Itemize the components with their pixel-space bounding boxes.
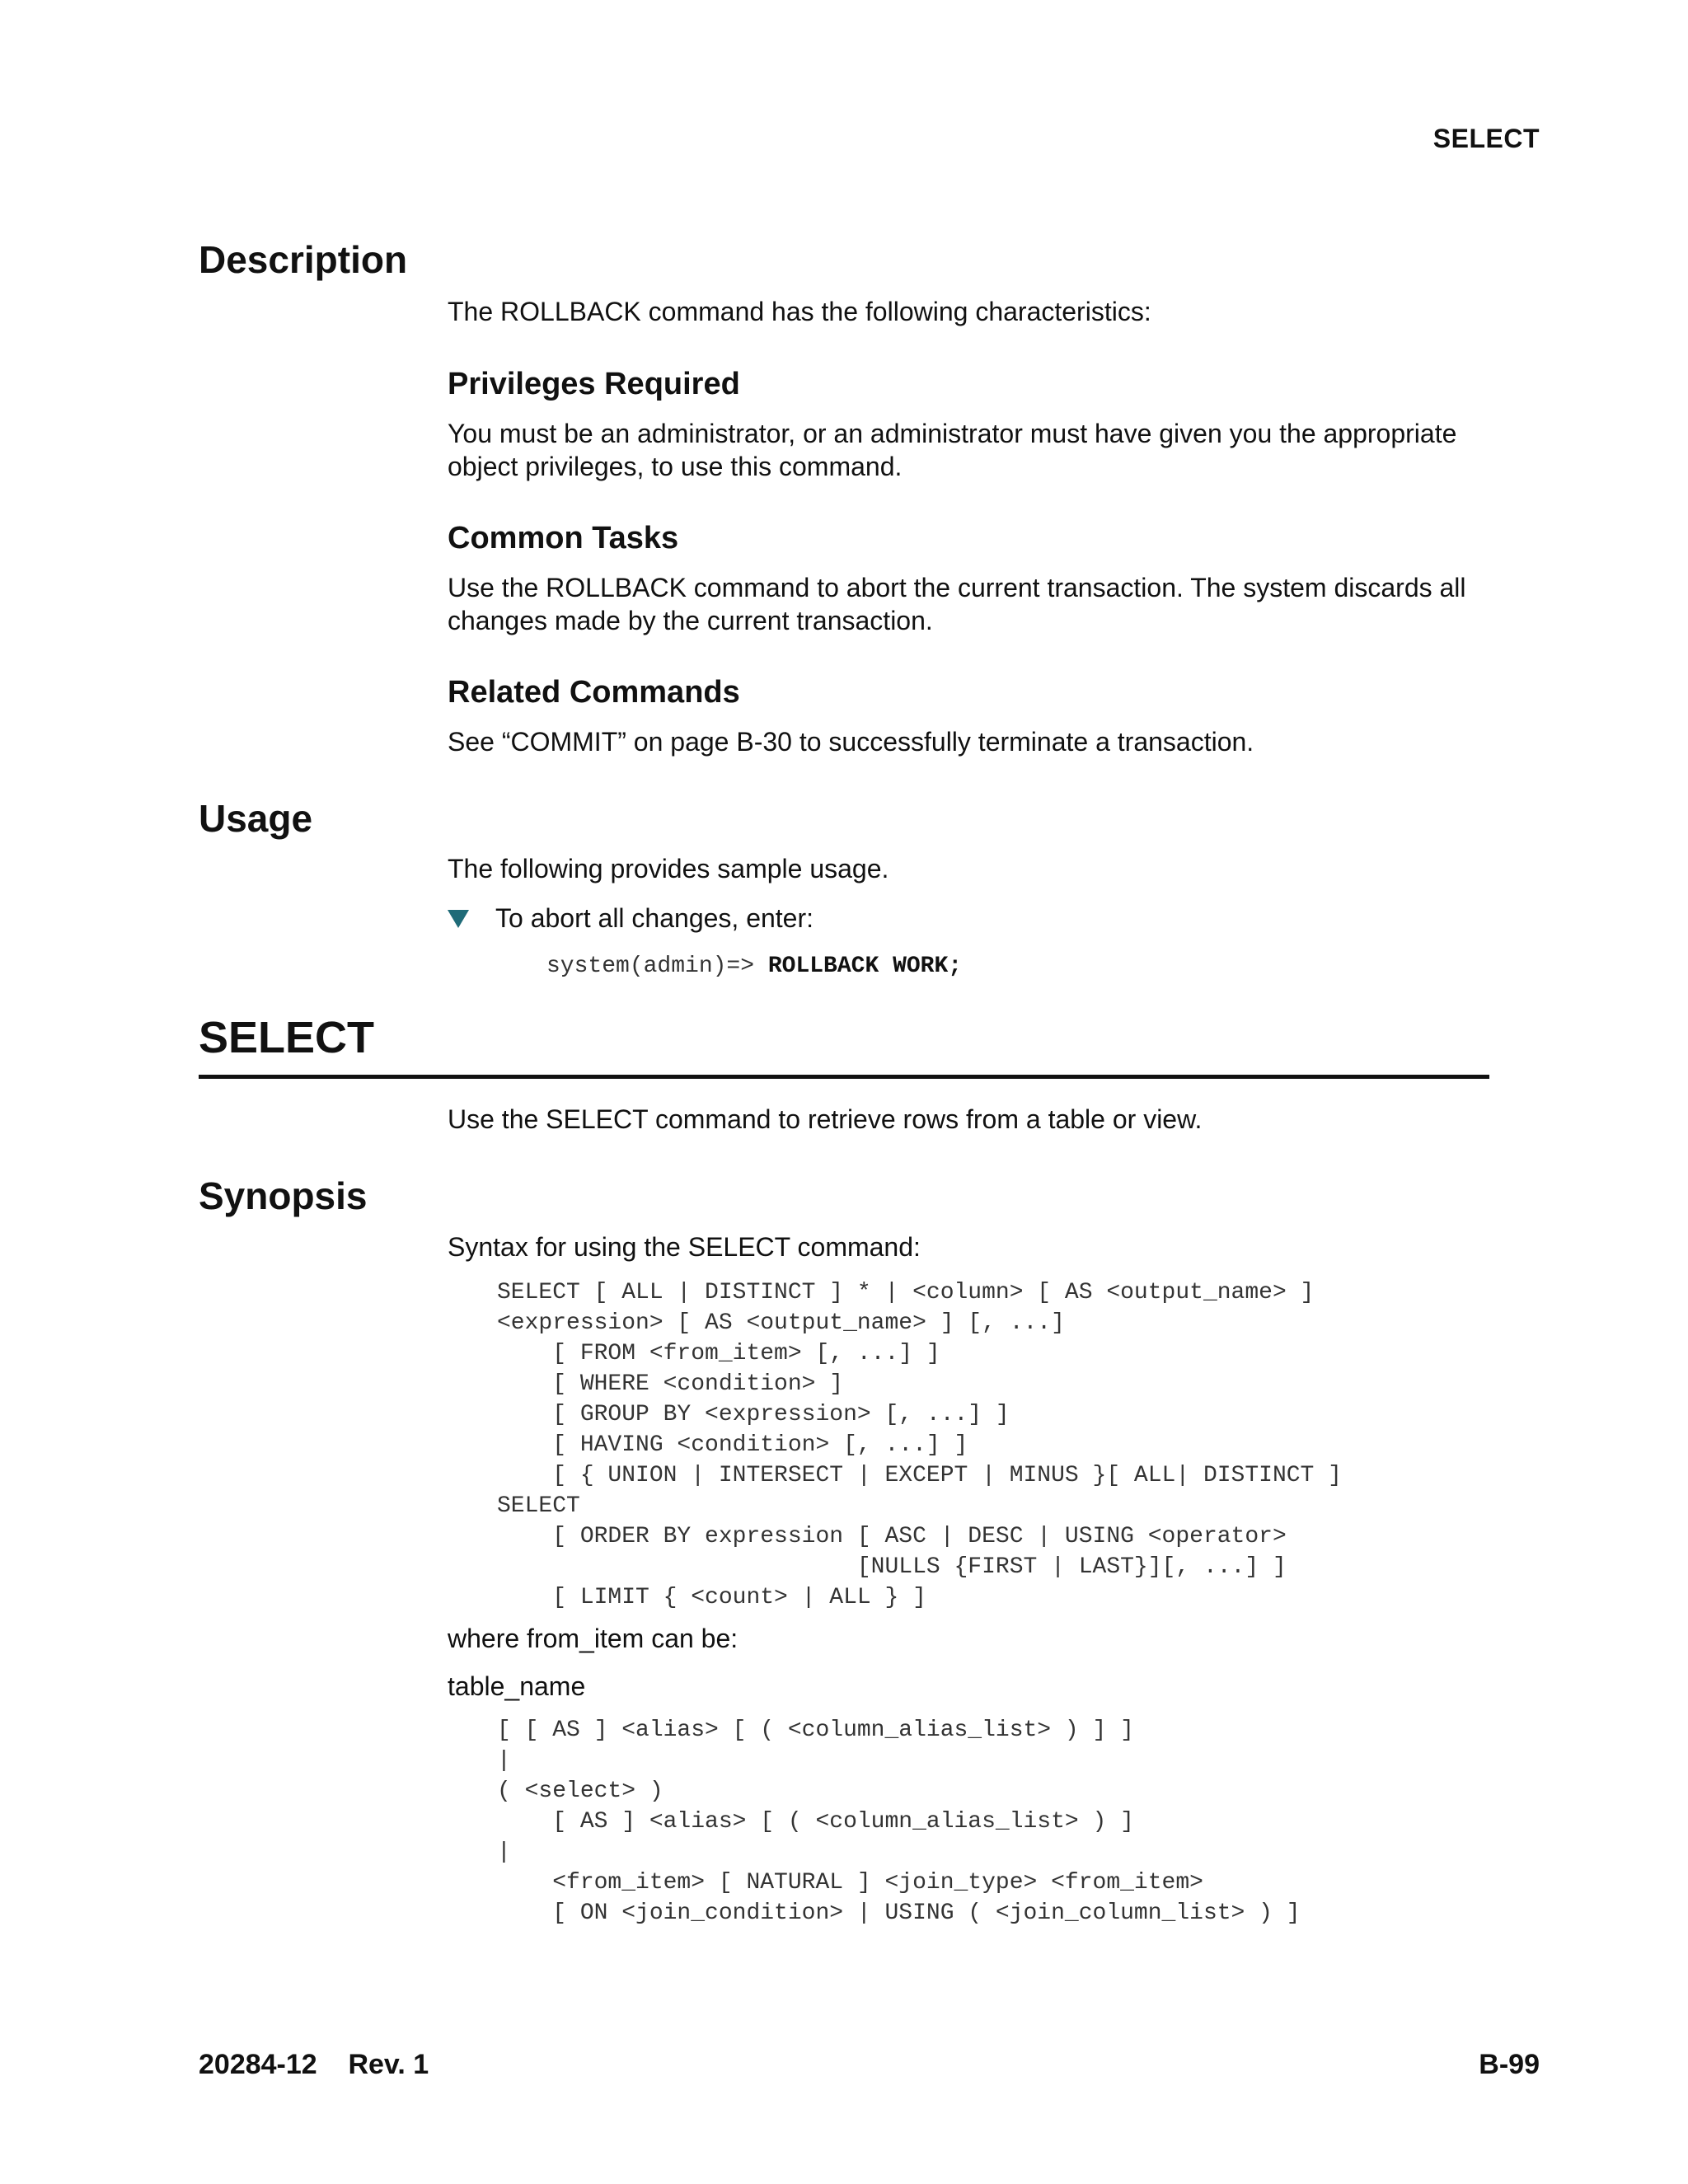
description-intro: The ROLLBACK command has the following characteristics: [448, 297, 1151, 326]
usage-code-block [546, 951, 962, 982]
code-command: ROLLBACK WORK; [767, 954, 963, 979]
code-prompt: system(admin)=> [546, 954, 768, 979]
select-syntax-block: SELECT [ ALL | DISTINCT ] * | <column> [ AS <output_name> ] <expression> [ AS <output_name> ] [, ...] [ FROM <from_item> [, ...] ] [ WHERE <condition> ] [ GROUP BY <expression> [, ...] ] [ HAVING <condition> [, ...] ] [ { UNION | INTERSECT | EXCEPT | MINUS }[ ALL| DISTINCT ] SELECT [ ORDER BY expression [ ASC | DESC | USING <operator> [NULLS {FIRST | LAST}][, ...] ] [ LIMIT { <count> | ALL } ] [497, 1280, 1342, 1610]
running-header: SELECT [1432, 124, 1540, 153]
description-heading: Description [199, 238, 408, 281]
synopsis-heading: Synopsis [199, 1174, 368, 1217]
common-tasks-heading: Common Tasks [448, 521, 679, 555]
synopsis-intro: Syntax for using the SELECT command: [448, 1232, 921, 1262]
footer-doc-id: 20284-12 Rev. 1 [199, 2049, 429, 2080]
related-commands-heading: Related Commands [448, 675, 740, 710]
related-commands-text: See “COMMIT” on page B-30 to successfully terminate a transaction. [448, 727, 1254, 757]
usage-bullet-text: To abort all changes, enter: [495, 903, 814, 933]
common-tasks-text: Use the ROLLBACK command to abort the current transaction. The system discards all changes made by the current transaction. [448, 573, 1466, 635]
footer-page-number: B-99 [1479, 2049, 1540, 2080]
from-item-label: where from_item can be: [448, 1624, 738, 1653]
table-name-label: table_name [448, 1671, 586, 1701]
select-section-title: SELECT [199, 1013, 375, 1062]
usage-intro: The following provides sample usage. [448, 854, 889, 883]
select-intro: Use the SELECT command to retrieve rows from a table or view. [448, 1104, 1203, 1134]
section-divider [199, 1075, 1489, 1079]
triangle-bullet-icon [448, 910, 469, 928]
privileges-text: You must be an administrator, or an administrator must have given you the appropriate object privileges, to use this command. [448, 419, 1457, 481]
privileges-heading: Privileges Required [448, 367, 740, 401]
usage-heading: Usage [199, 797, 313, 840]
from-item-syntax-block: [ [ AS ] <alias> [ ( <column_alias_list> ) ] ] | ( <select> ) [ AS ] <alias> [ ( <column_alias_list> ) ] | <from_item> [ NATURAL ] <join_type> <from_item> [ ON <join_condition> | USING ( <join_column_list> ) ] [497, 1718, 1301, 1926]
usage-bullet [448, 902, 814, 935]
